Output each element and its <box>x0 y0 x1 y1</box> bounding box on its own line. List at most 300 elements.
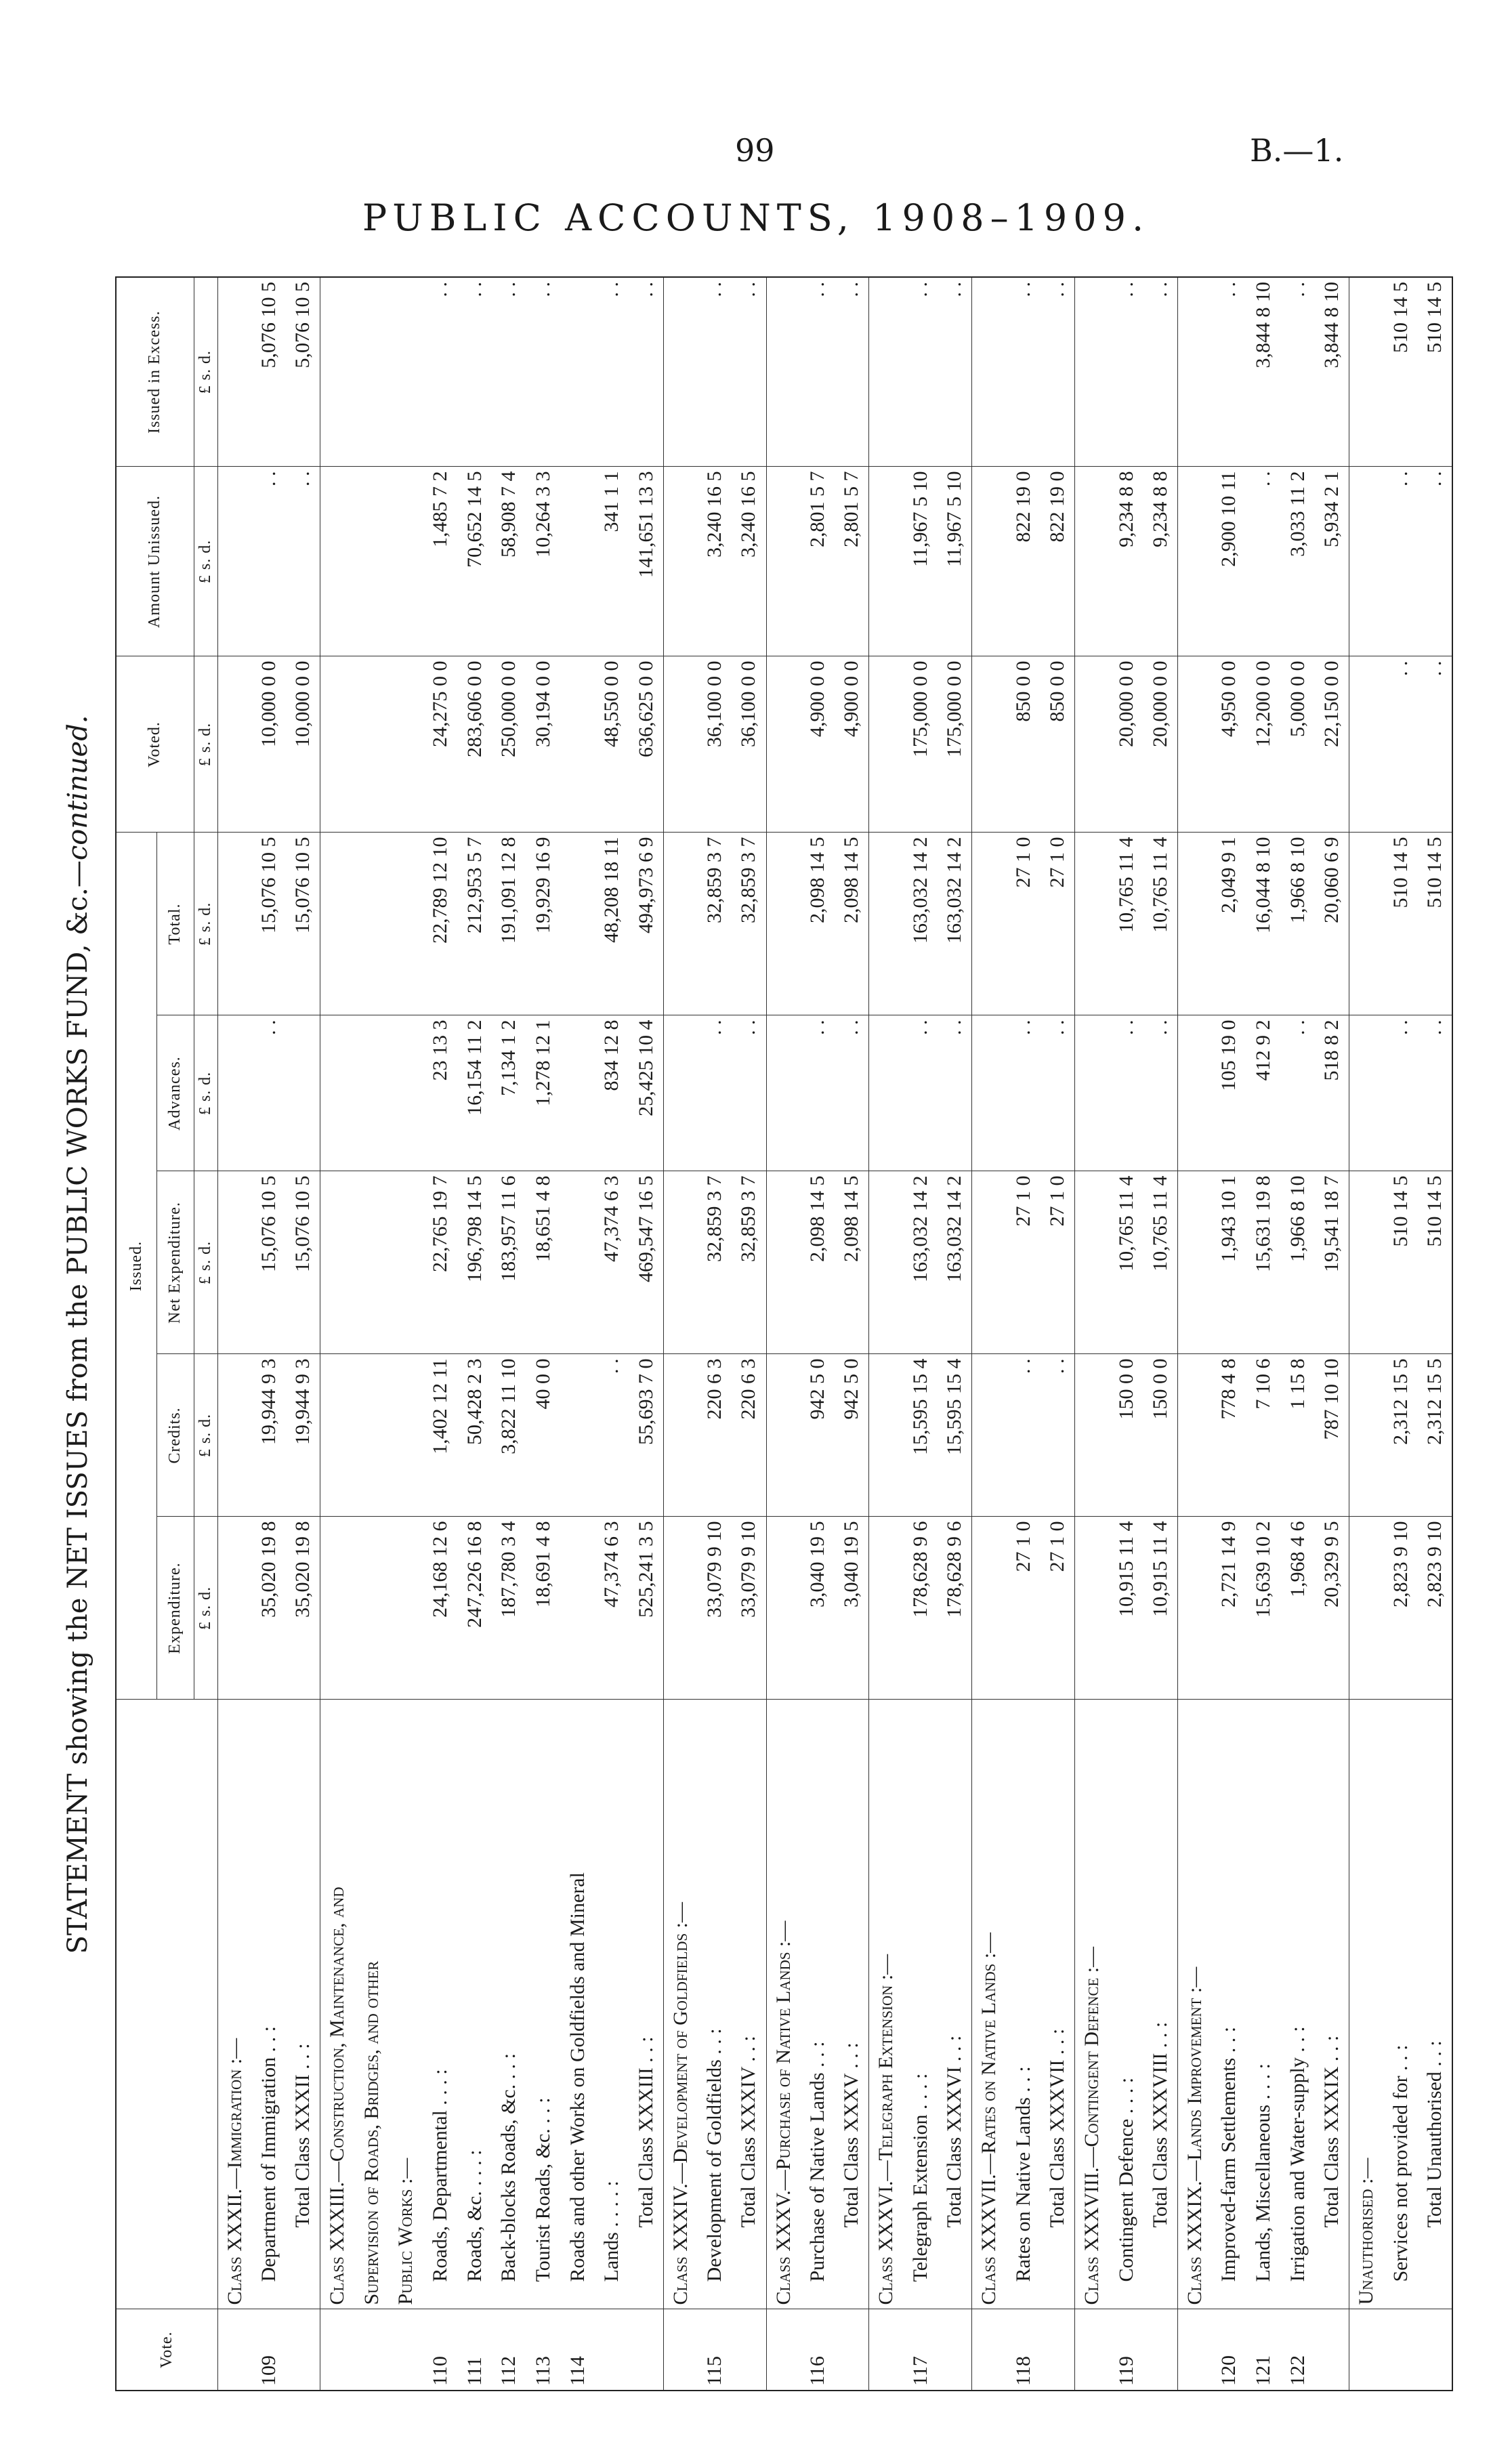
row-description: Improved-farm Settlements . . : <box>1212 1700 1246 2309</box>
cell-net: 510 14 5 <box>1383 1171 1418 1354</box>
cell-unissued <box>972 467 1007 656</box>
unit-label: £ s. d. <box>194 1171 217 1354</box>
cell-adv <box>389 1015 423 1171</box>
row-description: Tourist Roads, &c. . . : <box>526 1700 561 2309</box>
page-number: 99 <box>735 132 775 169</box>
cell-excess: . . <box>1212 277 1246 467</box>
cell-exp <box>560 1517 595 1700</box>
cell-cred <box>355 1354 390 1517</box>
cell-voted: 5,000 0 0 <box>1280 656 1315 833</box>
cell-cred: 778 4 8 <box>1212 1354 1246 1517</box>
cell-excess <box>869 277 904 467</box>
cell-tot: 10,765 11 4 <box>1143 833 1178 1015</box>
vote-number <box>835 2309 869 2391</box>
cell-voted <box>560 656 595 833</box>
cell-voted: . . <box>1418 656 1452 833</box>
row-description: Back-blocks Roads, &c. . . : <box>492 1700 526 2309</box>
cell-exp: 3,040 19 5 <box>801 1517 835 1700</box>
table-class-heading-row <box>1178 277 1213 2391</box>
cell-voted: 250,000 0 0 <box>492 656 526 833</box>
cell-unissued: 10,264 3 3 <box>526 467 561 656</box>
cell-excess <box>389 277 423 467</box>
vote-number: 122 <box>1280 2309 1315 2391</box>
cell-unissued <box>766 467 801 656</box>
cell-unissued: 822 19 0 <box>1041 467 1075 656</box>
cell-cred: 2,312 15 5 <box>1418 1354 1452 1517</box>
vote-number <box>938 2309 972 2391</box>
cell-unissued: . . <box>286 467 320 656</box>
table-class-heading-row <box>766 277 801 2391</box>
vote-number <box>1041 2309 1075 2391</box>
cell-tot <box>869 833 904 1015</box>
row-description: Supervision of Roads, Bridges, and other <box>355 1700 390 2309</box>
cell-excess <box>320 277 355 467</box>
cell-tot: 15,076 10 5 <box>286 833 320 1015</box>
cell-excess: . . <box>835 277 869 467</box>
row-description: Total Class XXXV . . : <box>835 1700 869 2309</box>
cell-cred <box>766 1354 801 1517</box>
cell-exp <box>320 1517 355 1700</box>
cell-adv: . . <box>1041 1015 1075 1171</box>
row-description: Class XXXVII.—Rates on Native Lands :— <box>972 1700 1007 2309</box>
cell-tot <box>389 833 423 1015</box>
table-row <box>698 277 732 2391</box>
unit-label: £ s. d. <box>194 467 217 656</box>
cell-adv: 518 8 2 <box>1315 1015 1349 1171</box>
cell-net <box>1075 1171 1110 1354</box>
cell-voted: 22,150 0 0 <box>1315 656 1349 833</box>
cell-unissued: 141,651 13 3 <box>629 467 664 656</box>
cell-voted <box>320 656 355 833</box>
row-description: Class XXXIX.—Lands Improvement :— <box>1178 1700 1213 2309</box>
table-class-heading-row <box>1075 277 1110 2391</box>
cell-net: 32,859 3 7 <box>732 1171 766 1354</box>
col-excess-header: Issued in Excess. <box>116 277 194 467</box>
cell-cred <box>869 1354 904 1517</box>
cell-exp <box>1178 1517 1213 1700</box>
cell-voted <box>1075 656 1110 833</box>
cell-excess: . . <box>1280 277 1315 467</box>
cell-exp: 27 1 0 <box>1041 1517 1075 1700</box>
cell-tot: 10,765 11 4 <box>1109 833 1143 1015</box>
cell-excess <box>1075 277 1110 467</box>
vote-number <box>732 2309 766 2391</box>
cell-net: 2,098 14 5 <box>835 1171 869 1354</box>
cell-net: 15,076 10 5 <box>286 1171 320 1354</box>
cell-net: 1,966 8 10 <box>1280 1171 1315 1354</box>
cell-tot: 494,973 6 9 <box>629 833 664 1015</box>
cell-net: 32,859 3 7 <box>698 1171 732 1354</box>
cell-adv <box>766 1015 801 1171</box>
cell-adv: . . <box>252 1015 287 1171</box>
cell-tot <box>1178 833 1213 1015</box>
cell-tot <box>1349 833 1384 1015</box>
cell-exp: 18,691 4 8 <box>526 1517 561 1700</box>
cell-unissued: 2,801 5 7 <box>801 467 835 656</box>
vote-number <box>972 2309 1007 2391</box>
cell-adv: 23 13 3 <box>423 1015 458 1171</box>
cell-tot <box>972 833 1007 1015</box>
cell-voted: 4,900 0 0 <box>835 656 869 833</box>
cell-cred: 942 5 0 <box>801 1354 835 1517</box>
cell-voted: 24,275 0 0 <box>423 656 458 833</box>
cell-adv <box>286 1015 320 1171</box>
cell-tot: 510 14 5 <box>1383 833 1418 1015</box>
cell-net <box>1178 1171 1213 1354</box>
cell-exp <box>663 1517 698 1700</box>
cell-cred <box>1178 1354 1213 1517</box>
vote-number <box>663 2309 698 2391</box>
cell-exp <box>972 1517 1007 1700</box>
cell-adv: 412 9 2 <box>1246 1015 1281 1171</box>
cell-cred: 1,402 12 11 <box>423 1354 458 1517</box>
cell-adv: . . <box>904 1015 938 1171</box>
cell-exp: 47,374 6 3 <box>595 1517 629 1700</box>
cell-net: 47,374 6 3 <box>595 1171 629 1354</box>
cell-excess: 5,076 10 5 <box>286 277 320 467</box>
cell-tot: 32,859 3 7 <box>732 833 766 1015</box>
row-description: Total Class XXXIX . . : <box>1315 1700 1349 2309</box>
vote-number: 116 <box>801 2309 835 2391</box>
vote-number: 117 <box>904 2309 938 2391</box>
vote-number <box>595 2309 629 2391</box>
row-description: Class XXXIII.—Construction, Maintenance, and <box>320 1700 355 2309</box>
row-description: Lands, Miscellaneous . . . : <box>1246 1700 1281 2309</box>
cell-excess <box>217 277 252 467</box>
cell-voted: 4,950 0 0 <box>1212 656 1246 833</box>
cell-net <box>869 1171 904 1354</box>
cell-unissued: 9,234 8 8 <box>1143 467 1178 656</box>
cell-net: 163,032 14 2 <box>938 1171 972 1354</box>
row-description: Total Class XXXIII . . : <box>629 1700 664 2309</box>
cell-cred <box>389 1354 423 1517</box>
cell-tot: 163,032 14 2 <box>938 833 972 1015</box>
cell-adv: . . <box>1006 1015 1041 1171</box>
cell-tot: 2,098 14 5 <box>801 833 835 1015</box>
vote-number <box>869 2309 904 2391</box>
cell-unissued: . . <box>1383 467 1418 656</box>
cell-net <box>217 1171 252 1354</box>
cell-exp <box>1349 1517 1384 1700</box>
cell-excess: . . <box>629 277 664 467</box>
cell-cred: 220 6 3 <box>698 1354 732 1517</box>
cell-excess: 3,844 8 10 <box>1246 277 1281 467</box>
col-net-header: Net Expenditure. <box>156 1171 194 1354</box>
cell-tot: 19,929 16 9 <box>526 833 561 1015</box>
vote-number: 109 <box>252 2309 287 2391</box>
cell-excess: . . <box>492 277 526 467</box>
cell-tot: 48,208 18 11 <box>595 833 629 1015</box>
vote-number: 111 <box>457 2309 492 2391</box>
cell-voted: 4,900 0 0 <box>801 656 835 833</box>
row-description: Total Class XXXIV . . : <box>732 1700 766 2309</box>
cell-net <box>972 1171 1007 1354</box>
cell-exp: 2,721 14 9 <box>1212 1517 1246 1700</box>
cell-tot <box>766 833 801 1015</box>
vote-number <box>355 2309 390 2391</box>
cell-voted <box>766 656 801 833</box>
cell-unissued <box>560 467 595 656</box>
unit-label: £ s. d. <box>194 1354 217 1517</box>
cell-adv: . . <box>732 1015 766 1171</box>
cell-net: 1,943 10 1 <box>1212 1171 1246 1354</box>
table-row <box>1280 277 1315 2391</box>
cell-adv: . . <box>938 1015 972 1171</box>
table-row <box>423 277 458 2391</box>
row-description: Irrigation and Water-supply . . : <box>1280 1700 1315 2309</box>
cell-excess: . . <box>938 277 972 467</box>
cell-excess: . . <box>457 277 492 467</box>
cell-exp <box>355 1517 390 1700</box>
cell-adv: 25,425 10 4 <box>629 1015 664 1171</box>
cell-voted <box>869 656 904 833</box>
cell-excess <box>766 277 801 467</box>
cell-unissued: 341 1 1 <box>595 467 629 656</box>
cell-unissued: 58,908 7 4 <box>492 467 526 656</box>
cell-exp: 15,639 10 2 <box>1246 1517 1281 1700</box>
net-issues-table <box>115 276 1453 2391</box>
row-description: Contingent Defence . . . : <box>1109 1700 1143 2309</box>
unit-label: £ s. d. <box>194 1517 217 1700</box>
cell-voted: 10,000 0 0 <box>252 656 287 833</box>
row-description: Roads, Departmental . . . : <box>423 1700 458 2309</box>
cell-cred: 7 10 6 <box>1246 1354 1281 1517</box>
vote-number <box>286 2309 320 2391</box>
cell-excess: . . <box>1143 277 1178 467</box>
table-total-row <box>1418 277 1452 2391</box>
cell-tot: 163,032 14 2 <box>904 833 938 1015</box>
cell-exp: 525,241 3 5 <box>629 1517 664 1700</box>
cell-tot <box>355 833 390 1015</box>
cell-exp: 33,079 9 10 <box>698 1517 732 1700</box>
row-description: Lands . . . . : <box>595 1700 629 2309</box>
cell-adv: . . <box>1143 1015 1178 1171</box>
unit-label: £ s. d. <box>194 833 217 1015</box>
cell-net: 27 1 0 <box>1041 1171 1075 1354</box>
cell-tot: 16,044 8 10 <box>1246 833 1281 1015</box>
vote-number: 119 <box>1109 2309 1143 2391</box>
cell-adv: . . <box>1109 1015 1143 1171</box>
cell-unissued: . . <box>252 467 287 656</box>
cell-net: 19,541 18 7 <box>1315 1171 1349 1354</box>
cell-excess: . . <box>1041 277 1075 467</box>
row-description: Telegraph Extension . . . : <box>904 1700 938 2309</box>
cell-cred <box>320 1354 355 1517</box>
row-description: Department of Immigration . . : <box>252 1700 287 2309</box>
row-description: Class XXXII.—Immigration :— <box>217 1700 252 2309</box>
cell-tot: 1,966 8 10 <box>1280 833 1315 1015</box>
cell-net: 27 1 0 <box>1006 1171 1041 1354</box>
row-description: Public Works :— <box>389 1700 423 2309</box>
cell-adv <box>320 1015 355 1171</box>
col-total-header: Total. <box>156 833 194 1015</box>
table-row <box>595 277 629 2391</box>
cell-cred: 942 5 0 <box>835 1354 869 1517</box>
table-row <box>1212 277 1246 2391</box>
cell-voted: . . <box>1383 656 1418 833</box>
row-description: Development of Goldfields . . : <box>698 1700 732 2309</box>
table-row <box>1246 277 1281 2391</box>
cell-tot: 2,049 9 1 <box>1212 833 1246 1015</box>
cell-cred: 15,595 15 4 <box>904 1354 938 1517</box>
table-row <box>492 277 526 2391</box>
cell-net <box>320 1171 355 1354</box>
cell-cred: 15,595 15 4 <box>938 1354 972 1517</box>
cell-tot: 27 1 0 <box>1041 833 1075 1015</box>
cell-voted: 636,625 0 0 <box>629 656 664 833</box>
cell-cred: 1 15 8 <box>1280 1354 1315 1517</box>
cell-voted <box>217 656 252 833</box>
cell-unissued <box>1075 467 1110 656</box>
cell-tot: 212,953 5 7 <box>457 833 492 1015</box>
document-reference: B.—1. <box>1250 132 1344 169</box>
cell-cred <box>663 1354 698 1517</box>
row-description: Class XXXVIII.—Contingent Defence :— <box>1075 1700 1110 2309</box>
cell-cred <box>1349 1354 1384 1517</box>
vote-number: 110 <box>423 2309 458 2391</box>
table-row <box>252 277 287 2391</box>
vote-number <box>320 2309 355 2391</box>
cell-unissued <box>320 467 355 656</box>
cell-net: 10,765 11 4 <box>1143 1171 1178 1354</box>
cell-tot: 32,859 3 7 <box>698 833 732 1015</box>
table-total-row <box>835 277 869 2391</box>
cell-tot: 510 14 5 <box>1418 833 1452 1015</box>
cell-net: 15,076 10 5 <box>252 1171 287 1354</box>
cell-unissued: 5,934 2 1 <box>1315 467 1349 656</box>
cell-adv: . . <box>1418 1015 1452 1171</box>
vote-number: 114 <box>560 2309 595 2391</box>
cell-exp <box>217 1517 252 1700</box>
cell-adv <box>869 1015 904 1171</box>
cell-exp: 2,823 9 10 <box>1418 1517 1452 1700</box>
cell-net <box>663 1171 698 1354</box>
vote-number: 120 <box>1212 2309 1246 2391</box>
cell-tot <box>1075 833 1110 1015</box>
cell-excess <box>1178 277 1213 467</box>
vote-number <box>1383 2309 1418 2391</box>
cell-voted: 10,000 0 0 <box>286 656 320 833</box>
col-voted-header: Voted. <box>116 656 194 833</box>
cell-exp: 10,915 11 4 <box>1109 1517 1143 1700</box>
page-title: PUBLIC ACCOUNTS, 1908–1909. <box>362 196 1150 239</box>
unit-label: £ s. d. <box>194 656 217 833</box>
vote-number: 115 <box>698 2309 732 2391</box>
cell-adv: 7,134 1 2 <box>492 1015 526 1171</box>
cell-voted <box>972 656 1007 833</box>
table-total-row <box>1143 277 1178 2391</box>
vote-number <box>1178 2309 1213 2391</box>
cell-adv: . . <box>1383 1015 1418 1171</box>
cell-tot: 15,076 10 5 <box>252 833 287 1015</box>
col-unissued-header: Amount Unissued. <box>116 467 194 656</box>
cell-adv <box>217 1015 252 1171</box>
row-description: Class XXXIV.—Development of Goldfields :— <box>663 1700 698 2309</box>
cell-excess: 510 14 5 <box>1383 277 1418 467</box>
table-total-row <box>629 277 664 2391</box>
cell-net <box>355 1171 390 1354</box>
cell-voted: 175,000 0 0 <box>904 656 938 833</box>
table-row <box>1006 277 1041 2391</box>
vote-number: 121 <box>1246 2309 1281 2391</box>
table-class-heading-row <box>389 277 423 2391</box>
cell-net: 469,547 16 5 <box>629 1171 664 1354</box>
cell-excess: . . <box>904 277 938 467</box>
cell-net <box>1349 1171 1384 1354</box>
cell-excess: . . <box>526 277 561 467</box>
table-row <box>801 277 835 2391</box>
cell-voted: 283,606 0 0 <box>457 656 492 833</box>
cell-voted: 36,100 0 0 <box>732 656 766 833</box>
col-description-header <box>116 1700 217 2309</box>
cell-adv: . . <box>801 1015 835 1171</box>
vote-number <box>217 2309 252 2391</box>
table-row <box>1383 277 1418 2391</box>
cell-voted: 36,100 0 0 <box>698 656 732 833</box>
cell-excess: . . <box>698 277 732 467</box>
cell-excess: 510 14 5 <box>1418 277 1452 467</box>
cell-adv <box>1349 1015 1384 1171</box>
cell-adv: . . <box>698 1015 732 1171</box>
cell-cred <box>972 1354 1007 1517</box>
cell-exp: 24,168 12 6 <box>423 1517 458 1700</box>
table-class-heading-row <box>663 277 698 2391</box>
cell-unissued: 1,485 7 2 <box>423 467 458 656</box>
cell-voted: 20,000 0 0 <box>1143 656 1178 833</box>
cell-cred: 150 0 0 <box>1109 1354 1143 1517</box>
cell-cred: 40 0 0 <box>526 1354 561 1517</box>
cell-excess: . . <box>732 277 766 467</box>
table-class-heading-row <box>972 277 1007 2391</box>
cell-unissued <box>1349 467 1384 656</box>
table-total-row <box>1041 277 1075 2391</box>
cell-exp: 20,329 9 5 <box>1315 1517 1349 1700</box>
row-description: Services not provided for . . : <box>1383 1700 1418 2309</box>
table-row <box>904 277 938 2391</box>
cell-exp: 35,020 19 8 <box>286 1517 320 1700</box>
cell-cred <box>1075 1354 1110 1517</box>
cell-cred <box>560 1354 595 1517</box>
cell-excess <box>663 277 698 467</box>
cell-unissued: 70,652 14 5 <box>457 467 492 656</box>
cell-cred: . . <box>1041 1354 1075 1517</box>
cell-unissued: . . <box>1246 467 1281 656</box>
table-class-heading-row <box>355 277 390 2391</box>
cell-tot: 22,789 12 10 <box>423 833 458 1015</box>
row-description: Unauthorised :— <box>1349 1700 1384 2309</box>
table-total-row <box>938 277 972 2391</box>
cell-net: 18,651 4 8 <box>526 1171 561 1354</box>
vote-number <box>1418 2309 1452 2391</box>
vote-number <box>766 2309 801 2391</box>
cell-tot: 20,060 6 9 <box>1315 833 1349 1015</box>
cell-unissued <box>663 467 698 656</box>
cell-excess <box>560 277 595 467</box>
cell-tot: 27 1 0 <box>1006 833 1041 1015</box>
cell-cred: . . <box>1006 1354 1041 1517</box>
cell-cred: 19,944 9 3 <box>252 1354 287 1517</box>
row-description: Total Class XXXVI . . : <box>938 1700 972 2309</box>
col-advances-header: Advances. <box>156 1015 194 1171</box>
cell-adv: 834 12 8 <box>595 1015 629 1171</box>
table-total-row <box>732 277 766 2391</box>
cell-tot <box>320 833 355 1015</box>
table-row <box>526 277 561 2391</box>
cell-cred: 787 10 10 <box>1315 1354 1349 1517</box>
table-total-row <box>1315 277 1349 2391</box>
cell-unissued <box>1178 467 1213 656</box>
cell-cred: 220 6 3 <box>732 1354 766 1517</box>
